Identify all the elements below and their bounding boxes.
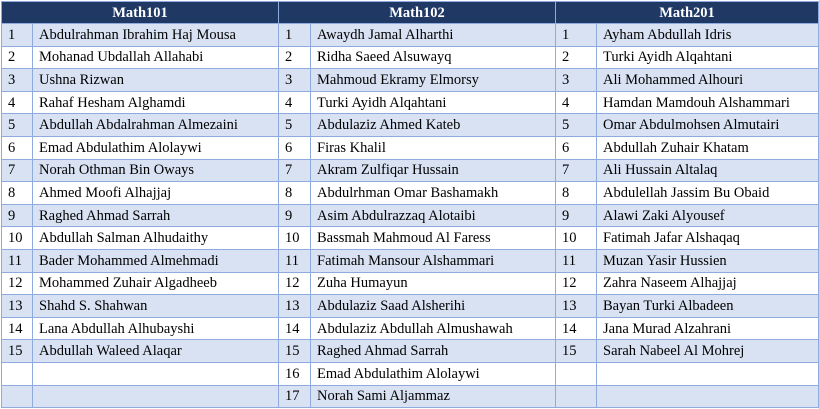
- math101-number: 1: [2, 24, 33, 47]
- table-row: [2, 317, 819, 340]
- math101-student-name: Mohanad Ubdallah Allahabi: [33, 46, 279, 69]
- math201-number: 5: [556, 114, 597, 137]
- math201-number: 12: [556, 272, 597, 295]
- math102-number: 6: [279, 136, 311, 159]
- math101-student-name: Abdulrahman Ibrahim Haj Mousa: [33, 24, 279, 47]
- math101-number: 9: [2, 204, 33, 227]
- math101-number: 10: [2, 227, 33, 250]
- table-row: [2, 272, 819, 295]
- math102-number: 7: [279, 159, 311, 182]
- math101-number: 12: [2, 272, 33, 295]
- math201-number: [556, 362, 597, 385]
- math101-number: 7: [2, 159, 33, 182]
- math101-student-name: Ahmed Moofi Alhajjaj: [33, 182, 279, 205]
- math101-number: 2: [2, 46, 33, 69]
- math201-student-name: Sarah Nabeel Al Mohrej: [597, 340, 819, 363]
- table-row: [2, 204, 819, 227]
- math102-student-name: Abdulaziz Abdullah Almushawah: [311, 317, 556, 340]
- header-math201: Math201: [556, 2, 819, 24]
- math201-student-name: Hamdan Mamdouh Alshammari: [597, 91, 819, 114]
- math201-student-name: Ali Hussain Altalaq: [597, 159, 819, 182]
- math201-student-name: Omar Abdulmohsen Almutairi: [597, 114, 819, 137]
- math101-number: 11: [2, 249, 33, 272]
- math201-number: 10: [556, 227, 597, 250]
- math102-number: 14: [279, 317, 311, 340]
- math102-student-name: Abdulaziz Ahmed Kateb: [311, 114, 556, 137]
- math201-student-name: Turki Ayidh Alqahtani: [597, 46, 819, 69]
- math101-student-name: Shahd S. Shahwan: [33, 295, 279, 318]
- math102-number: 10: [279, 227, 311, 250]
- math201-number: [556, 385, 597, 408]
- math101-student-name: Norah Othman Bin Oways: [33, 159, 279, 182]
- math201-student-name: Ali Mohammed Alhouri: [597, 69, 819, 92]
- math102-student-name: Mahmoud Ekramy Elmorsy: [311, 69, 556, 92]
- math101-number: 4: [2, 91, 33, 114]
- math102-student-name: Emad Abdulathim Alolaywi: [311, 362, 556, 385]
- math101-student-name: Raghed Ahmad Sarrah: [33, 204, 279, 227]
- math102-student-name: Awaydh Jamal Alharthi: [311, 24, 556, 47]
- math101-student-name: Bader Mohammed Almehmadi: [33, 249, 279, 272]
- math102-student-name: Turki Ayidh Alqahtani: [311, 91, 556, 114]
- math102-number: 3: [279, 69, 311, 92]
- table-row: [2, 136, 819, 159]
- math101-student-name: Abdullah Abdalrahman Almezaini: [33, 114, 279, 137]
- math101-number: 8: [2, 182, 33, 205]
- math102-student-name: Abdulaziz Saad Alsherihi: [311, 295, 556, 318]
- math201-number: 7: [556, 159, 597, 182]
- math101-student-name: Lana Abdullah Alhubayshi: [33, 317, 279, 340]
- math201-student-name: Fatimah Jafar Alshaqaq: [597, 227, 819, 250]
- table-row: [2, 114, 819, 137]
- math201-student-name: Alawi Zaki Alyousef: [597, 204, 819, 227]
- math102-number: 16: [279, 362, 311, 385]
- math101-number: [2, 385, 33, 408]
- math201-student-name: Muzan Yasir Hussien: [597, 249, 819, 272]
- math201-student-name: Zahra Naseem Alhajjaj: [597, 272, 819, 295]
- math101-number: 13: [2, 295, 33, 318]
- roster-body: [2, 24, 819, 408]
- math201-student-name: Abdulellah Jassim Bu Obaid: [597, 182, 819, 205]
- math102-number: 13: [279, 295, 311, 318]
- math102-number: 9: [279, 204, 311, 227]
- math102-number: 12: [279, 272, 311, 295]
- math201-student-name: Abdullah Zuhair Khatam: [597, 136, 819, 159]
- math201-number: 1: [556, 24, 597, 47]
- class-roster-table: [1, 1, 819, 408]
- math102-student-name: Zuha Humayun: [311, 272, 556, 295]
- header-row: [2, 2, 819, 24]
- math201-number: 14: [556, 317, 597, 340]
- math101-student-name: Rahaf Hesham Alghamdi: [33, 91, 279, 114]
- math101-number: 6: [2, 136, 33, 159]
- header-math101: Math101: [2, 2, 279, 24]
- math102-number: 4: [279, 91, 311, 114]
- math201-student-name: Bayan Turki Albadeen: [597, 295, 819, 318]
- math102-student-name: Akram Zulfiqar Hussain: [311, 159, 556, 182]
- table-row: [2, 249, 819, 272]
- math201-number: 11: [556, 249, 597, 272]
- table-row: [2, 91, 819, 114]
- math101-student-name: [33, 385, 279, 408]
- math102-student-name: Fatimah Mansour Alshammari: [311, 249, 556, 272]
- math201-number: 13: [556, 295, 597, 318]
- table-row: [2, 385, 819, 408]
- math102-number: 11: [279, 249, 311, 272]
- table-row: [2, 24, 819, 47]
- math201-number: 2: [556, 46, 597, 69]
- math101-number: [2, 362, 33, 385]
- math101-student-name: Emad Abdulathim Alolaywi: [33, 136, 279, 159]
- math102-student-name: Abdulrhman Omar Bashamakh: [311, 182, 556, 205]
- math101-number: 5: [2, 114, 33, 137]
- math201-number: 9: [556, 204, 597, 227]
- math201-number: 15: [556, 340, 597, 363]
- table-row: [2, 182, 819, 205]
- table-row: [2, 227, 819, 250]
- math201-student-name: Jana Murad Alzahrani: [597, 317, 819, 340]
- math102-student-name: Asim Abdulrazzaq Alotaibi: [311, 204, 556, 227]
- math102-number: 15: [279, 340, 311, 363]
- table-row: [2, 159, 819, 182]
- math102-student-name: Raghed Ahmad Sarrah: [311, 340, 556, 363]
- table-row: [2, 295, 819, 318]
- math101-student-name: Abdullah Salman Alhudaithy: [33, 227, 279, 250]
- math102-number: 5: [279, 114, 311, 137]
- table-row: [2, 362, 819, 385]
- math102-student-name: Firas Khalil: [311, 136, 556, 159]
- math102-student-name: Norah Sami Aljammaz: [311, 385, 556, 408]
- math101-number: 15: [2, 340, 33, 363]
- math101-student-name: Abdullah Waleed Alaqar: [33, 340, 279, 363]
- math201-number: 8: [556, 182, 597, 205]
- math102-student-name: Ridha Saeed Alsuwayq: [311, 46, 556, 69]
- math201-number: 4: [556, 91, 597, 114]
- math101-student-name: [33, 362, 279, 385]
- table-row: [2, 46, 819, 69]
- table-row: [2, 340, 819, 363]
- math102-student-name: Bassmah Mahmoud Al Faress: [311, 227, 556, 250]
- math201-number: 6: [556, 136, 597, 159]
- math201-student-name: Ayham Abdullah Idris: [597, 24, 819, 47]
- math102-number: 2: [279, 46, 311, 69]
- math102-number: 17: [279, 385, 311, 408]
- math102-number: 1: [279, 24, 311, 47]
- math201-student-name: [597, 362, 819, 385]
- math101-student-name: Mohammed Zuhair Algadheeb: [33, 272, 279, 295]
- math201-number: 3: [556, 69, 597, 92]
- math101-student-name: Ushna Rizwan: [33, 69, 279, 92]
- table-row: [2, 69, 819, 92]
- math201-student-name: [597, 385, 819, 408]
- math102-number: 8: [279, 182, 311, 205]
- math101-number: 3: [2, 69, 33, 92]
- header-math102: Math102: [279, 2, 556, 24]
- math101-number: 14: [2, 317, 33, 340]
